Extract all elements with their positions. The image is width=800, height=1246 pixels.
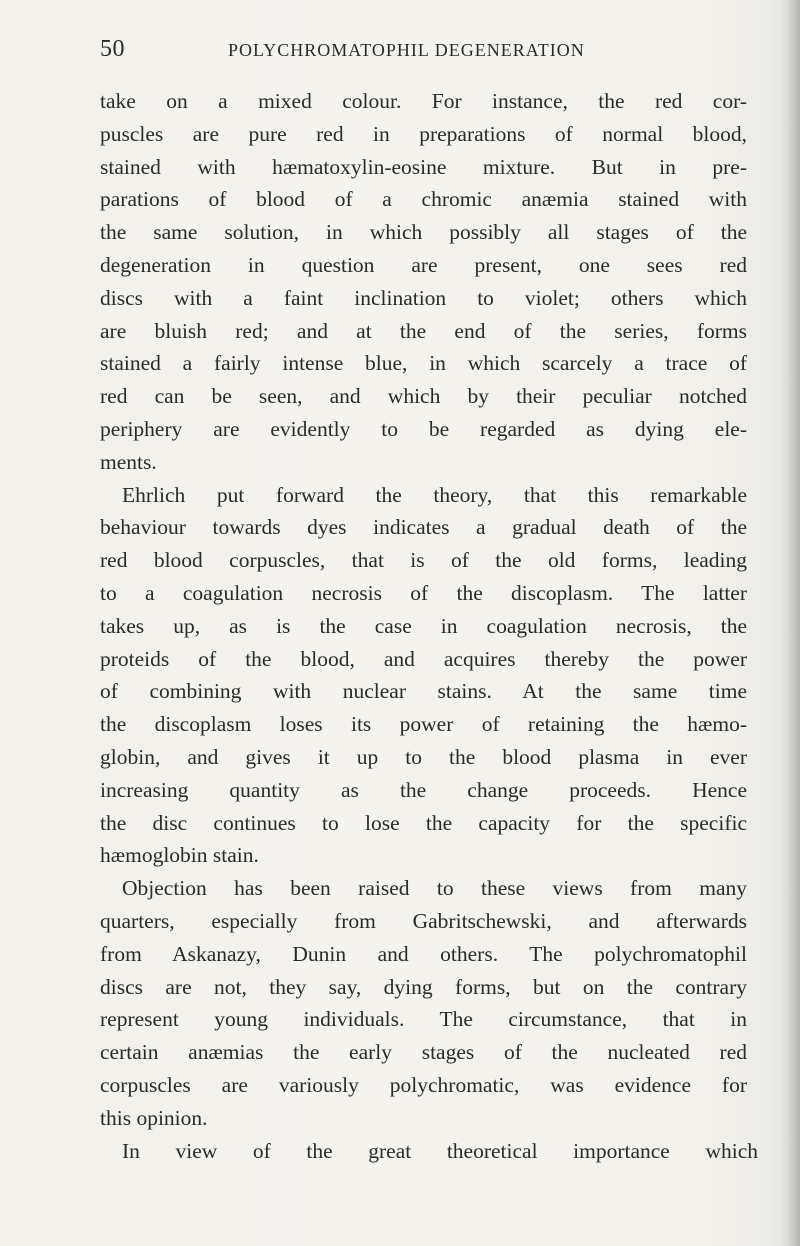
page-number: 50 <box>100 36 125 62</box>
page-edge-shadow <box>780 0 800 1246</box>
text-line: red blood corpuscles, that is of the old forms, leading <box>100 548 747 573</box>
paragraph-start-line: Ehrlich put forward the theory, that this remarkable <box>122 482 747 507</box>
text-line: behaviour towards dyes indicates a gradual death of the <box>100 515 747 540</box>
text-line: represent young individuals. The circumstance, that in <box>100 1007 747 1032</box>
body-text <box>100 85 758 1167</box>
text-line: periphery are evidently to be regarded as dying ele- <box>100 416 747 441</box>
paragraph-end-line: ments. <box>100 449 157 474</box>
paragraph-start-line: Objection has been raised to these views from many <box>122 876 747 901</box>
text-line: puscles are pure red in preparations of normal blood, <box>100 121 747 146</box>
text-line: globin, and gives it up to the blood plasma in ever <box>100 744 747 769</box>
text-line: parations of blood of a chromic anæmia stained with <box>100 187 747 212</box>
text-line: the disc continues to lose the capacity for the specific <box>100 810 747 835</box>
text-line: certain anæmias the early stages of the nucleated red <box>100 1040 747 1065</box>
paragraph-end-line: this opinion. <box>100 1105 208 1130</box>
text-line: increasing quantity as the change proceeds. Hence <box>100 777 747 802</box>
text-line: discs are not, they say, dying forms, but on the contrary <box>100 974 747 999</box>
running-title: POLYCHROMATOPHIL DEGENERATION <box>228 40 585 60</box>
text-line: proteids of the blood, and acquires thereby the power <box>100 646 747 671</box>
text-line: takes up, as is the case in coagulation necrosis, the <box>100 613 747 638</box>
text-line: stained with hæmatoxylin-eosine mixture. But in pre- <box>100 154 747 179</box>
paragraph-end-line: hæmoglobin stain. <box>100 843 259 868</box>
text-line: of combining with nuclear stains. At the same time <box>100 679 747 704</box>
text-line: discs with a faint inclination to violet; others which <box>100 285 747 310</box>
text-line: corpuscles are variously polychromatic, was evidence for <box>100 1072 747 1097</box>
text-line: to a coagulation necrosis of the discoplasm. The latter <box>100 580 747 605</box>
paragraph-start-line: In view of the great theoretical importance which <box>122 1138 758 1163</box>
text-line: stained a fairly intense blue, in which scarcely a trace of <box>100 351 747 376</box>
text-line: degeneration in question are present, one sees red <box>100 252 747 277</box>
text-line: the discoplasm loses its power of retaining the hæmo- <box>100 712 747 737</box>
text-line: are bluish red; and at the end of the series, forms <box>100 318 747 343</box>
running-head <box>100 36 740 66</box>
text-line: from Askanazy, Dunin and others. The polychromatophil <box>100 941 747 966</box>
text-line: take on a mixed colour. For instance, the red cor- <box>100 89 747 113</box>
text-line: the same solution, in which possibly all stages of the <box>100 220 747 245</box>
text-line: red can be seen, and which by their peculiar notched <box>100 384 747 409</box>
text-line: quarters, especially from Gabritschewski, and afterwards <box>100 908 747 933</box>
